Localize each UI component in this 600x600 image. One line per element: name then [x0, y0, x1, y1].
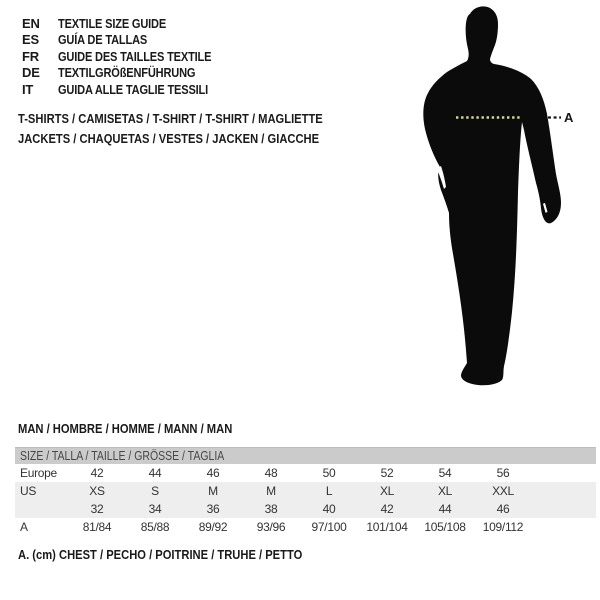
language-code: FR [22, 48, 39, 64]
language-label: GUIDA ALLE TAGLIE TESSILI [58, 81, 209, 97]
footnote-chest: A. (cm) CHEST / PECHO / POITRINE / TRUHE / PETTO [18, 547, 303, 562]
size-cell: XL [379, 484, 395, 498]
size-cell: M [266, 484, 276, 498]
language-row-es [22, 32, 238, 49]
size-cell: 40 [322, 502, 336, 516]
size-cell: M [208, 484, 218, 498]
man-silhouette [423, 6, 561, 385]
size-cell: 46 [496, 502, 510, 516]
size-table-rows [15, 464, 596, 536]
size-cell: 109/112 [482, 520, 524, 534]
size-cell: 50 [322, 466, 336, 480]
language-row-de [22, 65, 238, 82]
size-cell: L [325, 484, 333, 498]
language-label: TEXTILE SIZE GUIDE [58, 15, 167, 31]
size-cell: 32 [90, 502, 104, 516]
language-row-fr [22, 48, 238, 65]
size-cell: 36 [206, 502, 220, 516]
size-table [15, 447, 596, 536]
language-row-it [22, 81, 238, 98]
language-label: GUIDE DES TAILLES TEXTILE [58, 48, 212, 64]
size-table-header: SIZE / TALLA / TAILLE / GRÖSSE / TAGLIA [15, 447, 596, 464]
size-cell: 48 [264, 466, 278, 480]
size-cell: 46 [206, 466, 220, 480]
size-cell: 56 [496, 466, 510, 480]
size-cell: 101/104 [366, 520, 408, 534]
size-cell: 38 [264, 502, 278, 516]
size-cell: 44 [148, 466, 162, 480]
size-row-label: Europe [20, 466, 57, 480]
size-cell: XL [437, 484, 453, 498]
size-row-label: A [20, 520, 28, 534]
size-cell: S [151, 484, 159, 498]
size-cell: 42 [380, 502, 394, 516]
size-table-row-us [15, 482, 596, 500]
size-cell: 52 [380, 466, 394, 480]
man-silhouette-figure [420, 0, 596, 400]
category-line-jackets: JACKETS / CHAQUETAS / VESTES / JACKEN / GIACCHE [18, 130, 320, 146]
measure-label-a: A [564, 110, 574, 125]
language-label: GUÍA DE TALLAS [58, 32, 148, 48]
size-cell: 42 [90, 466, 104, 480]
size-cell: 105/108 [424, 520, 466, 534]
size-cell: 93/96 [256, 520, 286, 534]
size-cell: XXL [492, 484, 514, 498]
size-cell: 34 [148, 502, 162, 516]
size-cell: XS [89, 484, 105, 498]
size-table-row-europe [15, 464, 596, 482]
size-cell: 44 [438, 502, 452, 516]
size-cell: 85/88 [140, 520, 170, 534]
language-code: ES [22, 32, 39, 48]
section-title-man: MAN / HOMBRE / HOMME / MANN / MAN [18, 421, 233, 436]
language-row-en [22, 15, 238, 32]
language-code: DE [22, 65, 40, 81]
category-line-tshirts: T-SHIRTS / CAMISETAS / T-SHIRT / T-SHIRT / MAGLIETTE [18, 111, 323, 126]
size-table-row-a [15, 518, 596, 536]
language-code: IT [22, 81, 34, 97]
category-block [18, 109, 372, 148]
language-code: EN [22, 15, 40, 31]
language-label: TEXTILGRÖßENFÜHRUNG [58, 65, 196, 81]
size-cell: 54 [438, 466, 452, 480]
size-table-row [15, 500, 596, 518]
size-cell: 81/84 [82, 520, 112, 534]
size-row-label: US [20, 484, 37, 498]
size-cell: 89/92 [198, 520, 228, 534]
size-cell: 97/100 [311, 520, 347, 534]
language-list [22, 15, 238, 98]
